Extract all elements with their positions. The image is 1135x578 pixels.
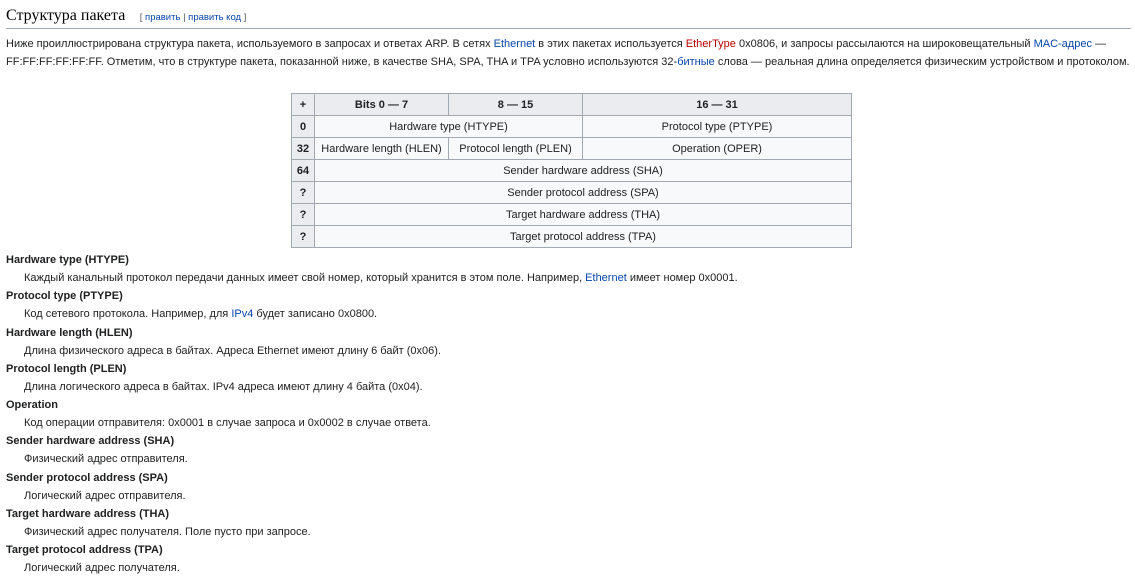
table-cell: Sender protocol address (SPA) <box>315 182 852 204</box>
edit-separator: | <box>183 12 186 23</box>
definition-term: Hardware type (HTYPE) <box>6 254 129 266</box>
definition-description: Логический адрес отправителя. <box>24 489 186 502</box>
table-cell: Operation (OPER) <box>583 138 852 160</box>
definition-description: Длина логического адреса в байтах. IPv4 адреса имеют длину 4 байта (0x04). <box>24 380 423 393</box>
field-definitions <box>6 251 1131 578</box>
definition-text: будет записано 0x0800. <box>253 308 378 321</box>
definition-description: Физический адрес получателя. Поле пусто при запросе. <box>24 526 311 539</box>
edit-section-links <box>140 12 247 23</box>
edit-code-link[interactable]: править код <box>188 12 242 23</box>
table-row <box>292 116 852 138</box>
mac-address-link[interactable]: MAC-адрес <box>1033 38 1092 50</box>
ipv4-link[interactable]: IPv4 <box>231 308 254 321</box>
row-offset: 64 <box>292 160 315 182</box>
table-row <box>292 226 852 248</box>
table-row <box>292 138 852 160</box>
row-offset: 0 <box>292 116 315 138</box>
table-row <box>292 182 852 204</box>
edit-link[interactable]: править <box>145 12 181 23</box>
table-cell: Hardware type (HTYPE) <box>315 116 583 138</box>
definition-description: Логический адрес получателя. <box>24 562 180 575</box>
intro-text: 0x0806, и запросы рассылаются на широковещательный <box>735 38 1034 50</box>
ethernet-link[interactable]: Ethernet <box>493 38 536 50</box>
intro-paragraph <box>6 36 1131 71</box>
table-row <box>292 160 852 182</box>
table-cell: Protocol length (PLEN) <box>449 138 583 160</box>
definition-term: Target protocol address (TPA) <box>6 544 163 557</box>
bit-link[interactable]: битные <box>677 55 715 68</box>
row-offset: ? <box>292 204 315 226</box>
definition-description <box>24 305 1131 323</box>
definition-term: Target hardware address (THA) <box>6 508 170 521</box>
definition-text: имеет номер 0x0001. <box>626 272 738 284</box>
intro-text: — FF:FF:FF:FF:FF:FF. Отметим, что в структуре пакета, показанной ниже, в качестве SHA, SPA, THA и TPA условно используются 32- <box>6 38 1107 68</box>
definition-term: Operation <box>6 399 58 412</box>
definition-term: Protocol length (PLEN) <box>6 362 127 375</box>
table-row <box>292 204 852 226</box>
table-cell: Target protocol address (TPA) <box>315 226 852 248</box>
header-bits-8-15: 8 — 15 <box>449 94 583 116</box>
section-title: Структура пакета <box>6 7 126 24</box>
definition-term: Protocol type (PTYPE) <box>6 290 123 303</box>
definition-term: Sender hardware address (SHA) <box>6 435 175 448</box>
section-heading <box>6 7 1131 29</box>
intro-text: в этих пакетах используется <box>535 38 686 50</box>
table-header-row <box>292 94 852 116</box>
table-cell: Target hardware address (THA) <box>315 204 852 226</box>
row-offset: 32 <box>292 138 315 160</box>
intro-text: Ниже проиллюстрирована структура пакета, используемого в запросах и ответах ARP. В сетях <box>6 38 494 50</box>
intro-text: слова — реальная длина определяется физическим устройством и протоколом. <box>714 55 1130 68</box>
header-bits-0-7: Bits 0 — 7 <box>315 94 449 116</box>
ethernet-link[interactable]: Ethernet <box>585 272 627 284</box>
edit-bracket-open: [ <box>139 12 143 23</box>
definition-term: Hardware length (HLEN) <box>6 326 133 339</box>
ethertype-link[interactable]: EtherType <box>685 38 736 50</box>
definition-term: Sender protocol address (SPA) <box>6 471 168 484</box>
row-offset: ? <box>292 182 315 204</box>
table-cell: Hardware length (HLEN) <box>315 138 449 160</box>
definition-text: Код сетевого протокола. Например, для <box>24 308 232 321</box>
definition-description: Длина физического адреса в байтах. Адреса Ethernet имеют длину 6 байт (0x06). <box>24 344 441 357</box>
row-offset: ? <box>292 226 315 248</box>
packet-structure-table <box>291 93 852 248</box>
definition-text: Каждый канальный протокол передачи данных имеет свой номер, который хранится в этом поле. Например, <box>24 272 586 284</box>
definition-description <box>24 269 1131 287</box>
definition-description: Код операции отправителя: 0x0001 в случае запроса и 0x0002 в случае ответа. <box>24 417 431 430</box>
table-cell: Sender hardware address (SHA) <box>315 160 852 182</box>
header-bits-16-31: 16 — 31 <box>583 94 852 116</box>
table-cell: Protocol type (PTYPE) <box>583 116 852 138</box>
header-offset: + <box>292 94 315 116</box>
edit-bracket-close: ] <box>243 12 247 23</box>
definition-description: Физический адрес отправителя. <box>24 453 188 466</box>
